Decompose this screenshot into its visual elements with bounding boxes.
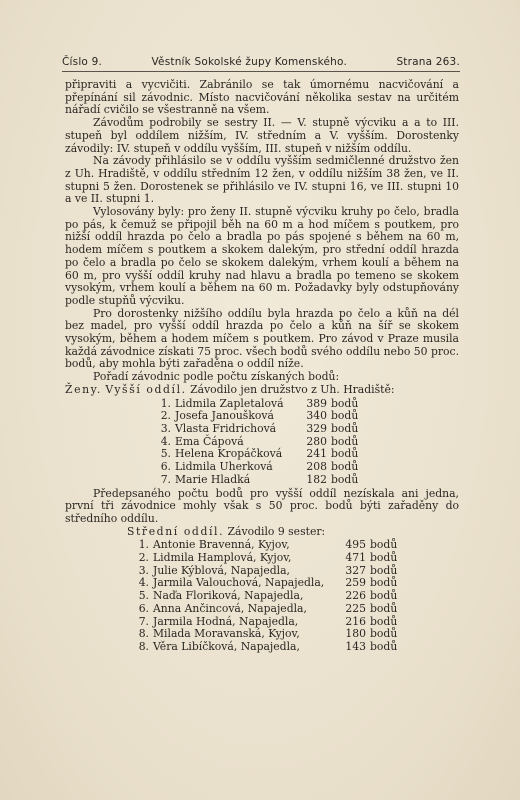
competitor-name: Anna Ančincová, Napajedla, [153,601,307,615]
rank: 4. [160,434,171,448]
points: 180 [345,627,366,641]
points: 329 [306,421,327,435]
points-unit: bodů [370,614,398,628]
rank: 3. [160,421,171,435]
rank: 8. [138,639,149,653]
points: 182 [306,472,327,486]
competitor-name: Jarmila Valouchová, Napajedla, [153,576,325,590]
zeny-label: Ženy. [65,382,102,396]
rank: 4. [138,576,149,590]
points-unit: bodů [370,601,398,615]
page-number: Strana 263. [396,56,460,68]
points: 216 [345,614,366,628]
points-unit: bodů [370,576,398,590]
points: 389 [306,396,327,410]
results-table-zeny [65,398,459,487]
table-row [65,461,459,474]
rank: 5. [160,447,171,461]
paragraph: připraviti a vycvičiti. Zabránilo se tak úmornému nacvičování a přepínání sil závodnic. Místo nacvičování několika sestav na určitém nářadí cvičilo se všestranně na všem. [65,78,459,117]
points: 327 [345,563,366,577]
rank: 5. [138,589,149,603]
rank: 2. [160,409,171,423]
paragraph: Předepsaného počtu bodů pro vyšší oddíl nezískala ani jedna, první tři závodnice mohly však s 50 proc. bodů býti zařaděny do středního oddílu. [65,486,459,525]
rank: 8. [138,627,149,641]
article-body [65,79,459,655]
points: 495 [345,538,366,552]
points-unit: bodů [370,538,398,552]
rank: 3. [138,563,149,577]
points: 340 [306,409,327,423]
competitor-name: Lidmila Hamplová, Kyjov, [153,551,292,565]
zeny-section: Vyšší oddíl. [105,382,187,396]
competitor-name: Naďa Floriková, Napajedla, [153,589,304,603]
points: 226 [345,589,366,603]
points: 241 [306,447,327,461]
points-unit: bodů [331,447,359,461]
journal-title: Věstník Sokolské župy Komenského. [151,56,347,68]
stredni-intro: Závodilo 9 sester: [227,524,326,538]
paragraph: Na závody přihlásilo se v oddílu vyšším sedmičlenné družstvo žen z Uh. Hradiště, v oddílu středním 12 žen, v oddílu nižším 38 žen, ve II. stupni 5 žen. Dorostenek se přihlásilo ve IV. stupni 16, ve III. stupni 10 a ve II. stupni 1. [65,154,459,206]
rank: 7. [138,614,149,628]
points-unit: bodů [370,589,398,603]
competitor-name: Helena Kropáčková [175,447,283,461]
points: 259 [345,576,366,590]
rank: 7. [160,472,171,486]
points: 280 [306,434,327,448]
header-rule [62,71,460,72]
table-row [65,603,459,616]
points: 225 [345,601,366,615]
table-row [65,641,459,654]
page-header [62,56,460,68]
points-unit: bodů [331,396,359,410]
table-row [65,552,459,565]
paragraph: Pořadí závodnic podle počtu získaných bodů: [93,370,340,384]
points-unit: bodů [331,460,359,474]
paragraph: Pro dorostenky nižšího oddílu byla hrazda po čelo a kůň na dél bez madel, pro vyšší oddíl hrazda po čelo a kůň na šíř se skokem vysokým, během a hodem míčem s poutkem. Pro závod v Praze musila každá závodnice získati 75 proc. všech bodů svého oddílu nebo 50 proc. bodů, aby mohla býti zařaděna o oddíl níže. [65,306,460,371]
table-row [65,474,459,487]
competitor-name: Ema Čápová [175,434,244,448]
points-unit: bodů [331,421,359,435]
points: 471 [345,551,366,565]
zeny-heading [65,384,459,397]
competitor-name: Jarmila Hodná, Napajedla, [153,614,299,628]
stredni-section: Střední oddíl. [127,524,225,538]
issue-number: Číslo 9. [62,56,103,68]
paragraph: Vylosovány byly: pro ženy II. stupně výcviku kruhy po čelo, bradla po pás, k čemuž se připojil běh na 60 m a hod míčem s poutkem, pro nižší oddíl hrazda po čelo a bradla po pás spojené s během na 60 m, hodem míčem s poutkem a skokem dalekým, pro střední oddíl hrazda po čelo a bradla po čelo se skokem dalekým, vrhem koulí a během na 60 m, pro vyšší oddíl kruhy nad hlavu a bradla po temeno se skokem vysokým, vrhem koulí a během na 60 m. Požadavky byly odstupňovány podle stupňů výcviku. [65,205,459,307]
paragraph: Závodům podrobily se sestry II. — V. stupně výcviku a a to III. stupeň byl oddílem nižším, IV. středním a V. vyšším. Dorostenky závodily: IV. stupeň v oddílu vyšším, III. stupeň v nižším oddílu. [65,116,459,155]
competitor-name: Antonie Bravenná, Kyjov, [153,538,290,552]
table-row [65,423,459,436]
competitor-name: Milada Moravanská, Kyjov, [153,627,300,641]
rank: 1. [160,396,171,410]
points: 143 [345,639,366,653]
points-unit: bodů [370,563,398,577]
competitor-name: Vlasta Fridrichová [175,421,277,435]
competitor-name: Věra Libíčková, Napajedla, [153,639,300,653]
competitor-name: Lidmila Zapletalová [175,396,284,410]
points: 208 [306,460,327,474]
points-unit: bodů [370,639,398,653]
rank: 2. [138,551,149,565]
results-table-stredni [65,539,459,653]
points-unit: bodů [331,434,359,448]
stredni-heading [65,526,459,539]
points-unit: bodů [370,551,398,565]
points-unit: bodů [331,472,359,486]
competitor-name: Julie Kýblová, Napajedla, [153,563,290,577]
zeny-intro: Závodilo jen družstvo z Uh. Hradiště: [190,382,395,396]
rank: 6. [138,601,149,615]
points-unit: bodů [370,627,398,641]
competitor-name: Lidmila Uherková [175,460,273,474]
points-unit: bodů [331,409,359,423]
competitor-name: Josefa Janoušková [175,409,274,423]
rank: 6. [160,460,171,474]
competitor-name: Marie Hladká [175,472,251,486]
table-row [65,590,459,603]
rank: 1. [138,538,149,552]
